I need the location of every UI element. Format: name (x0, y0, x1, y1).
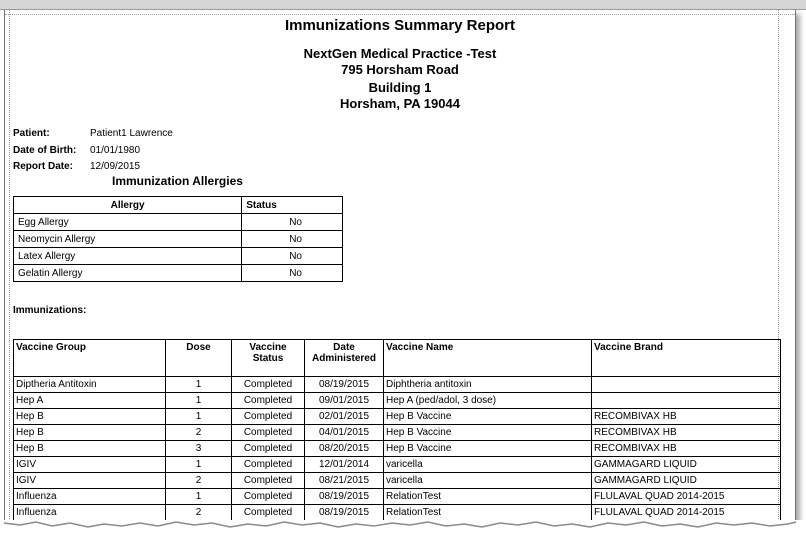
report-title: Immunizations Summary Report (284, 17, 516, 34)
vaccine-status-header-line2: Status (252, 353, 284, 364)
vaccine-brand-cell: FLULAVAL QUAD 2014-2015 (592, 505, 781, 521)
table-row (14, 457, 781, 473)
allergy-header: Allergy (14, 197, 242, 214)
vaccine-group-cell: Hep B (14, 425, 166, 441)
report-page (4, 10, 796, 525)
date-administered-cell: 09/01/2015 (305, 393, 384, 409)
table-row (14, 231, 343, 248)
vaccine-brand-cell: GAMMAGARD LIQUID (592, 473, 781, 489)
vaccine-group-cell: Hep B (14, 441, 166, 457)
dose-cell: 2 (166, 505, 232, 521)
table-row (14, 248, 343, 265)
vaccine-brand-header: Vaccine Brand (592, 340, 781, 377)
address-city: Horsham, PA 19044 (340, 96, 460, 111)
table-row (14, 425, 781, 441)
vaccine-group-cell: Diptheria Antitoxin (14, 377, 166, 393)
vaccine-name-cell: Diphtheria antitoxin (384, 377, 592, 393)
table-row (14, 473, 781, 489)
vaccine-status-cell: Completed (232, 377, 305, 393)
viewer-top-bar (0, 0, 806, 10)
vaccine-group-cell: IGIV (14, 473, 166, 489)
address-line-1: 795 Horsham Road (341, 62, 459, 77)
vaccine-status-cell: Completed (232, 425, 305, 441)
vaccine-group-cell: Hep A (14, 393, 166, 409)
dose-cell: 1 (166, 377, 232, 393)
dose-cell: 3 (166, 441, 232, 457)
allergy-name: Neomycin Allergy (14, 231, 242, 248)
vaccine-name-cell: Hep A (ped/adol, 3 dose) (384, 393, 592, 409)
vaccine-status-cell: Completed (232, 441, 305, 457)
allergy-name: Gelatin Allergy (14, 265, 242, 282)
vaccine-status-cell: Completed (232, 473, 305, 489)
torn-page-edge (0, 520, 806, 535)
allergy-name: Latex Allergy (14, 248, 242, 265)
report-date-label: Report Date: (13, 161, 74, 172)
allergies-table (13, 196, 343, 282)
dose-header: Dose (166, 340, 232, 377)
date-administered-cell: 02/01/2015 (305, 409, 384, 425)
vaccine-name-header: Vaccine Name (384, 340, 592, 377)
vaccine-status-cell: Completed (232, 505, 305, 521)
dob-value: 01/01/1980 (90, 145, 141, 156)
table-row (14, 377, 781, 393)
address-line-2: Building 1 (368, 80, 432, 95)
table-row (14, 409, 781, 425)
table-row (14, 265, 343, 282)
table-row (14, 214, 343, 231)
vaccine-status-header (232, 340, 305, 377)
allergy-status: No (242, 214, 343, 231)
date-administered-cell: 08/19/2015 (305, 377, 384, 393)
table-row (14, 505, 781, 521)
dose-cell: 1 (166, 457, 232, 473)
allergy-name: Egg Allergy (14, 214, 242, 231)
vaccine-brand-cell (592, 393, 781, 409)
allergy-status: No (242, 248, 343, 265)
vaccine-name-cell: varicella (384, 457, 592, 473)
vaccine-name-cell: Hep B Vaccine (384, 441, 592, 457)
date-administered-cell: 08/21/2015 (305, 473, 384, 489)
vaccine-status-header-line1: Vaccine (249, 342, 287, 353)
vaccine-brand-cell: GAMMAGARD LIQUID (592, 457, 781, 473)
vaccine-name-cell: RelationTest (384, 489, 592, 505)
vaccine-group-cell: Influenza (14, 505, 166, 521)
dose-cell: 1 (166, 489, 232, 505)
date-administered-cell: 04/01/2015 (305, 425, 384, 441)
vaccine-name-cell: Hep B Vaccine (384, 409, 592, 425)
allergy-status: No (242, 231, 343, 248)
vaccine-status-cell: Completed (232, 489, 305, 505)
dose-cell: 2 (166, 473, 232, 489)
date-administered-cell: 08/19/2015 (305, 489, 384, 505)
dose-cell: 1 (166, 393, 232, 409)
vaccine-group-cell: Influenza (14, 489, 166, 505)
vaccine-brand-cell: RECOMBIVAX HB (592, 441, 781, 457)
vaccine-group-cell: Hep B (14, 409, 166, 425)
date-administered-cell: 12/01/2014 (305, 457, 384, 473)
allergy-status: No (242, 265, 343, 282)
vaccine-name-cell: varicella (384, 473, 592, 489)
patient-label: Patient: (13, 128, 50, 139)
report-date-value: 12/09/2015 (90, 161, 141, 172)
vaccine-name-cell: RelationTest (384, 505, 592, 521)
vaccine-name-cell: Hep B Vaccine (384, 425, 592, 441)
allergies-title: Immunization Allergies (112, 174, 243, 188)
top-margin-guide (5, 14, 795, 15)
vaccine-status-cell: Completed (232, 409, 305, 425)
vaccine-status-cell: Completed (232, 457, 305, 473)
date-administered-header (305, 340, 384, 377)
vaccine-brand-cell: RECOMBIVAX HB (592, 425, 781, 441)
vaccine-status-cell: Completed (232, 393, 305, 409)
vaccine-brand-cell (592, 377, 781, 393)
status-header: Status (242, 197, 343, 214)
table-row (14, 393, 781, 409)
immunizations-table (13, 339, 781, 521)
date-administered-header-line1: Date (333, 342, 355, 353)
patient-value: Patient1 Lawrence (90, 128, 173, 139)
vaccine-brand-cell: FLULAVAL QUAD 2014-2015 (592, 489, 781, 505)
dose-cell: 2 (166, 425, 232, 441)
date-administered-cell: 08/19/2015 (305, 505, 384, 521)
vaccine-brand-cell: RECOMBIVAX HB (592, 409, 781, 425)
vaccine-group-header: Vaccine Group (14, 340, 166, 377)
date-administered-header-line2: Administered (312, 353, 376, 364)
immunizations-label: Immunizations: (13, 305, 87, 316)
date-administered-cell: 08/20/2015 (305, 441, 384, 457)
table-row (14, 441, 781, 457)
table-row (14, 489, 781, 505)
vaccine-group-cell: IGIV (14, 457, 166, 473)
dob-label: Date of Birth: (13, 145, 77, 156)
practice-name: NextGen Medical Practice -Test (303, 46, 497, 61)
dose-cell: 1 (166, 409, 232, 425)
